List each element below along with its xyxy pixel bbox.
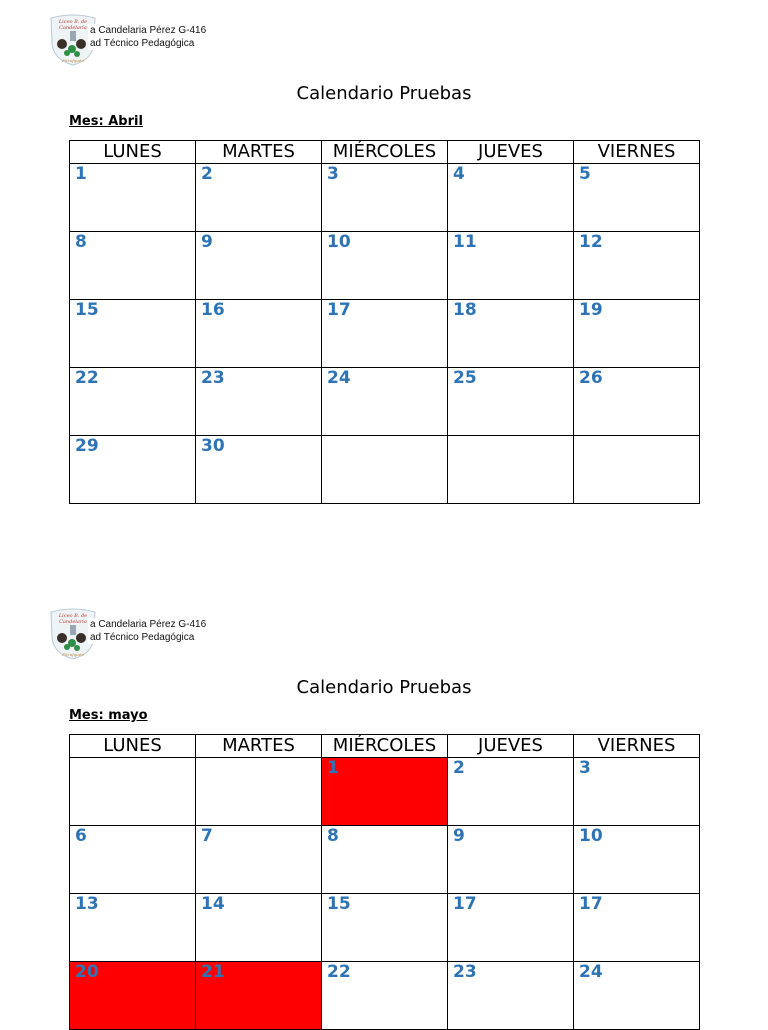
day-cell xyxy=(322,436,448,504)
day-cell xyxy=(574,436,700,504)
day-cell: 13 xyxy=(70,894,196,962)
day-cell: 8 xyxy=(70,232,196,300)
svg-text:Candelaria: Candelaria xyxy=(59,619,87,625)
calendar-title: Calendario Pruebas xyxy=(296,677,472,698)
week-row xyxy=(70,894,700,962)
day-cell xyxy=(70,758,196,826)
day-cell: 26 xyxy=(574,368,700,436)
school-header xyxy=(48,608,248,664)
day-cell: 7 xyxy=(196,826,322,894)
day-cell: 15 xyxy=(322,894,448,962)
day-cell: 22 xyxy=(322,962,448,1030)
weekday-header: MIÉRCOLES xyxy=(322,141,448,164)
calendar-table xyxy=(69,734,700,1030)
day-cell: 11 xyxy=(448,232,574,300)
school-name-text xyxy=(88,24,206,50)
weekday-header: VIERNES xyxy=(574,141,700,164)
day-cell: 6 xyxy=(70,826,196,894)
week-row xyxy=(70,368,700,436)
day-cell: 23 xyxy=(196,368,322,436)
day-cell: 10 xyxy=(574,826,700,894)
day-cell: 20 xyxy=(70,962,196,1030)
day-cell: 9 xyxy=(196,232,322,300)
day-cell: 16 xyxy=(196,300,322,368)
day-cell: 24 xyxy=(322,368,448,436)
day-cell: 29 xyxy=(70,436,196,504)
svg-text:Liceo B. de: Liceo B. de xyxy=(58,613,88,619)
weekday-header: VIERNES xyxy=(574,735,700,758)
day-cell: 23 xyxy=(448,962,574,1030)
svg-text:Liceo B. de: Liceo B. de xyxy=(58,19,88,25)
month-label: Mes: mayo xyxy=(69,708,148,723)
svg-text:Pitrufquén: Pitrufquén xyxy=(62,652,84,657)
weekday-header: MARTES xyxy=(196,141,322,164)
day-cell: 15 xyxy=(70,300,196,368)
day-cell: 3 xyxy=(322,164,448,232)
week-row xyxy=(70,300,700,368)
day-cell: 21 xyxy=(196,962,322,1030)
weekday-header: JUEVES xyxy=(448,735,574,758)
calendar-table xyxy=(69,140,700,504)
unit-name-line: ad Técnico Pedagógica xyxy=(88,631,206,644)
day-cell: 1 xyxy=(322,758,448,826)
week-row xyxy=(70,826,700,894)
day-cell xyxy=(448,436,574,504)
week-row xyxy=(70,436,700,504)
day-cell: 18 xyxy=(448,300,574,368)
weekday-header-row xyxy=(70,141,700,164)
day-cell: 2 xyxy=(448,758,574,826)
day-cell xyxy=(196,758,322,826)
svg-text:Pitrufquén: Pitrufquén xyxy=(62,58,84,63)
week-row xyxy=(70,164,700,232)
day-cell: 8 xyxy=(322,826,448,894)
weekday-header: MARTES xyxy=(196,735,322,758)
calendar-title: Calendario Pruebas xyxy=(296,83,472,104)
day-cell: 10 xyxy=(322,232,448,300)
weekday-header: JUEVES xyxy=(448,141,574,164)
school-name-line: a Candelaria Pérez G-416 xyxy=(90,25,207,36)
day-cell: 17 xyxy=(322,300,448,368)
weekday-header-row xyxy=(70,735,700,758)
weekday-header: LUNES xyxy=(70,735,196,758)
svg-text:Candelaria: Candelaria xyxy=(59,25,87,31)
month-label: Mes: Abril xyxy=(69,114,143,129)
day-cell: 3 xyxy=(574,758,700,826)
weekday-header: MIÉRCOLES xyxy=(322,735,448,758)
week-row xyxy=(70,232,700,300)
day-cell: 24 xyxy=(574,962,700,1030)
unit-name-line: ad Técnico Pedagógica xyxy=(88,37,206,50)
day-cell: 14 xyxy=(196,894,322,962)
day-cell: 2 xyxy=(196,164,322,232)
day-cell: 17 xyxy=(448,894,574,962)
day-cell: 19 xyxy=(574,300,700,368)
week-row xyxy=(70,758,700,826)
day-cell: 1 xyxy=(70,164,196,232)
school-name-line: a Candelaria Pérez G-416 xyxy=(90,619,207,630)
day-cell: 5 xyxy=(574,164,700,232)
day-cell: 4 xyxy=(448,164,574,232)
day-cell: 17 xyxy=(574,894,700,962)
day-cell: 25 xyxy=(448,368,574,436)
day-cell: 12 xyxy=(574,232,700,300)
weekday-header: LUNES xyxy=(70,141,196,164)
day-cell: 9 xyxy=(448,826,574,894)
week-row xyxy=(70,962,700,1030)
day-cell: 30 xyxy=(196,436,322,504)
school-header xyxy=(48,14,248,70)
day-cell: 22 xyxy=(70,368,196,436)
school-name-text xyxy=(88,618,206,644)
